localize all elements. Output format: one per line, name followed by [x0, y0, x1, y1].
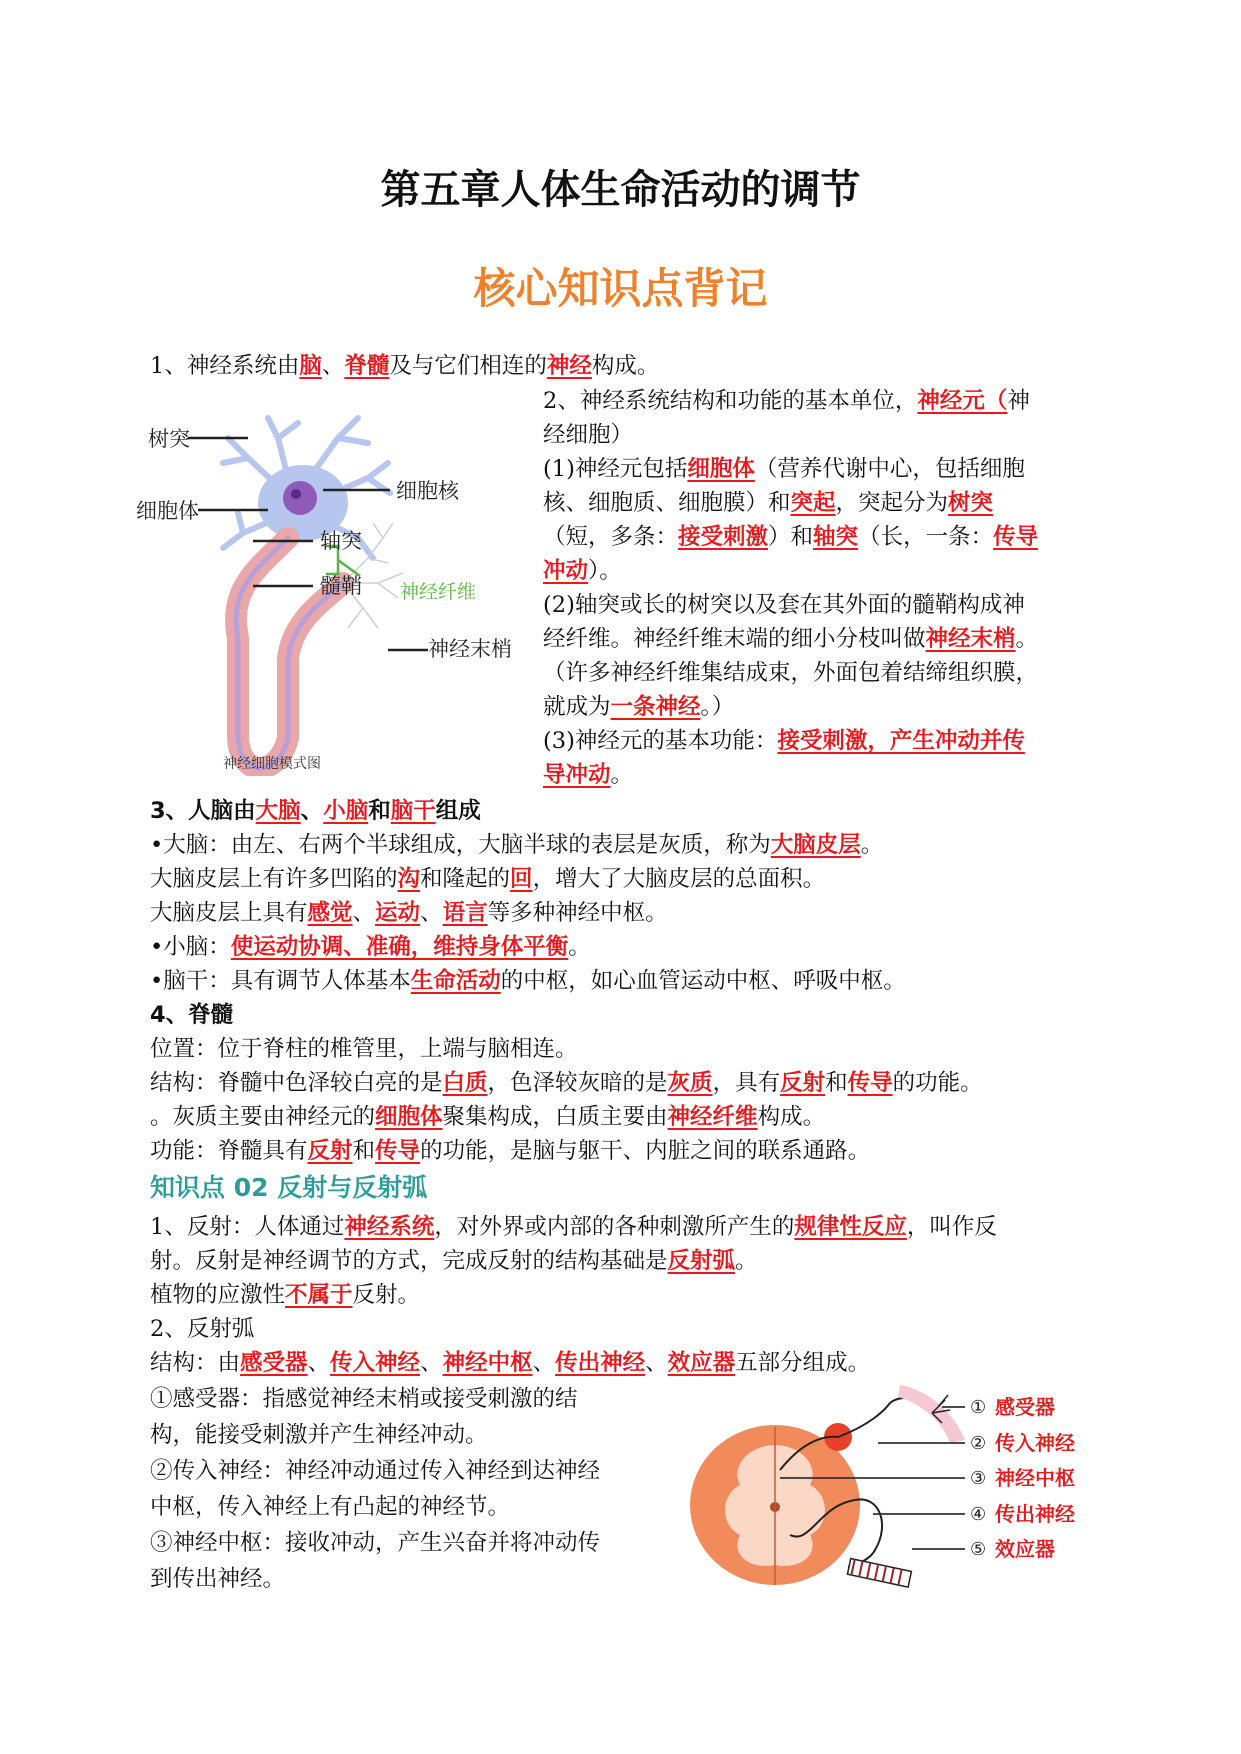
p5-line: 植物的应激性不属于反射。	[150, 1282, 421, 1308]
label-cell-body: 细胞体	[136, 499, 199, 523]
keyword: 感受器	[240, 1350, 308, 1376]
keyword: 不属于	[285, 1282, 353, 1308]
p3-heading: 3、人脑由大脑、小脑和脑干组成	[150, 798, 481, 824]
p4-line: 位置：位于脊柱的椎管里，上端与脑相连。	[150, 1036, 578, 1062]
keyword: 反射	[307, 1138, 353, 1164]
figure-caption: 神经细胞模式图	[223, 756, 321, 772]
keyword: 小脑	[323, 798, 369, 824]
keyword: 神经元（	[917, 388, 1008, 414]
p3-line: •大脑：由左、右两个半球组成，大脑半球的表层是灰质，称为大脑皮层。	[150, 832, 884, 858]
p3-line: •小脑：使运动协调、准确，维持身体平衡。	[150, 934, 591, 960]
arc-num: ③	[970, 1468, 987, 1489]
keyword: 传导	[375, 1138, 421, 1164]
keyword: 导冲动	[543, 762, 611, 788]
arc-num: ④	[970, 1504, 987, 1525]
keyword: 接受刺激	[678, 524, 769, 550]
keyword: 传导	[993, 524, 1039, 550]
p2-line: 就成为一条神经。）	[543, 694, 735, 720]
p3-line: 大脑皮层上有许多凹陷的沟和隆起的回，增大了大脑皮层的总面积。	[150, 866, 826, 892]
keyword: 效应器	[667, 1350, 736, 1376]
keyword: 生命活动	[410, 968, 501, 994]
page-title: 第五章人体生命活动的调节	[380, 167, 861, 213]
p2-line: （许多神经纤维集结成束，外面包着结缔组织膜，	[543, 660, 1039, 686]
p5-line: 中枢，传入神经上有凸起的神经节。	[150, 1494, 511, 1520]
keyword: 沟	[397, 866, 421, 892]
arc-label-receptor: 感受器	[995, 1395, 1055, 1419]
p5-line: ①感受器：指感觉神经末梢或接受刺激的结	[150, 1386, 578, 1412]
label-myelin: 髓鞘	[320, 574, 362, 598]
p2-line: 经细胞）	[543, 422, 634, 448]
p3-line: •脑干：具有调节人体基本生命活动的中枢，如心血管运动中枢、呼吸中枢。	[150, 968, 906, 994]
arc-label-center: 神经中枢	[995, 1466, 1075, 1490]
keyword: 大脑	[255, 798, 301, 824]
p2-line: (1)神经元包括细胞体（营养代谢中心，包括细胞	[543, 456, 1025, 482]
keyword: 运动	[375, 900, 421, 926]
p2-line: (3)神经元的基本功能：接受刺激，产生冲动并传	[543, 728, 1025, 754]
keyword: 接受刺激，产生冲动并传	[777, 728, 1025, 754]
keyword: 细胞体	[375, 1104, 443, 1130]
keyword: 语言	[442, 900, 488, 926]
keyword: 突起	[790, 490, 836, 516]
keyword: 树突	[948, 490, 994, 516]
p2-line: 核、细胞质、细胞膜）和突起，突起分为树突	[543, 490, 994, 516]
p2-line: （短，多条：接受刺激）和轴突（长，一条：传导	[543, 524, 1039, 550]
arc-num: ①	[970, 1397, 987, 1418]
label-nucleus: 细胞核	[396, 479, 459, 503]
arc-label-efferent: 传出神经	[995, 1502, 1075, 1526]
p4-heading: 4、脊髓	[150, 1002, 234, 1028]
p4-line: 结构：脊髓中色泽较白亮的是白质，色泽较灰暗的是灰质，具有反射和传导的功能。	[150, 1070, 983, 1096]
keyword: 细胞体	[687, 456, 755, 482]
keyword: 一条神经	[610, 694, 701, 720]
keyword: 使运动协调、准确，维持身体平衡	[230, 934, 569, 960]
keyword: 神经纤维	[667, 1104, 758, 1130]
keyword: 脑干	[390, 798, 436, 824]
keyword: 传导	[847, 1070, 893, 1096]
keyword: 反射弧	[667, 1248, 736, 1274]
arc-label-effector: 效应器	[995, 1537, 1055, 1561]
p5-line: 1、反射：人体通过神经系统，对外界或内部的各种刺激所产生的规律性反应，叫作反	[150, 1214, 997, 1240]
receptor-skin	[898, 1385, 965, 1443]
keyword: 神经	[546, 353, 592, 379]
arc-label-afferent: 传入神经	[995, 1431, 1075, 1455]
p5-line: ②传入神经：神经冲动通过传入神经到达神经	[150, 1458, 601, 1484]
keyword: 回	[510, 866, 533, 892]
p2-line: 冲动）。	[543, 558, 622, 584]
p5-line: 到传出神经。	[150, 1566, 286, 1592]
section-heading: 知识点 02 反射与反射弧	[150, 1173, 428, 1202]
arc-num: ⑤	[970, 1539, 987, 1560]
keyword: 白质	[442, 1070, 488, 1096]
p4-line: 功能：脊髓具有反射和传导的功能，是脑与躯干、内脏之间的联系通路。	[150, 1138, 871, 1164]
nucleus	[283, 481, 317, 515]
p5-line: 构，能接受刺激并产生神经冲动。	[150, 1422, 488, 1448]
p1-line: 1、神经系统由脑、脊髓及与它们相连的神经构成。	[150, 353, 660, 379]
keyword: 轴突	[813, 524, 859, 550]
keyword: 传出神经	[555, 1350, 646, 1376]
p3-line: 大脑皮层上具有感觉、运动、语言等多种神经中枢。	[150, 900, 668, 926]
label-nerve-fiber: 神经纤维	[400, 581, 477, 603]
p5-line: 2、反射弧	[150, 1316, 255, 1342]
keyword: 灰质	[667, 1070, 713, 1096]
keyword: 脊髓	[344, 353, 390, 379]
p2-line: 经纤维。神经纤维末端的细小分枝叫做神经末梢。	[543, 626, 1039, 652]
keyword: 规律性反应	[794, 1214, 907, 1240]
effector	[847, 1559, 911, 1588]
keyword: 传入神经	[330, 1350, 421, 1376]
p5-line: ③神经中枢：接收冲动，产生兴奋并将冲动传	[150, 1530, 601, 1556]
keyword: 神经末梢	[925, 626, 1016, 652]
reflex-arc-figure	[680, 1385, 1110, 1605]
p5-line: 射。反射是神经调节的方式，完成反射的结构基础是反射弧。	[150, 1248, 758, 1274]
label-axon: 轴突	[320, 529, 362, 553]
neuron-figure	[128, 398, 528, 776]
keyword: 脑	[299, 353, 322, 379]
p2-line: 2、神经系统结构和功能的基本单位，神经元（神	[543, 388, 1030, 414]
p5-line: 结构：由感受器、传入神经、神经中枢、传出神经、效应器五部分组成。	[150, 1350, 871, 1376]
keyword: 神经系统	[344, 1214, 435, 1240]
p2-line: (2)轴突或长的树突以及套在其外面的髓鞘构成神	[543, 592, 1025, 618]
label-dendrite: 树突	[148, 427, 190, 451]
keyword: 神经中枢	[442, 1350, 533, 1376]
keyword: 反射	[780, 1070, 826, 1096]
p4-line: 。灰质主要由神经元的细胞体聚集构成，白质主要由神经纤维构成。	[150, 1104, 826, 1130]
p2-line: 导冲动。	[543, 762, 634, 788]
label-nerve-ending: 神经末梢	[428, 637, 512, 661]
keyword: 冲动	[543, 558, 589, 584]
keyword: 感觉	[307, 900, 353, 926]
arc-num: ②	[970, 1433, 987, 1454]
keyword: 大脑皮层	[770, 832, 861, 858]
page-subtitle: 核心知识点背记	[473, 264, 768, 313]
